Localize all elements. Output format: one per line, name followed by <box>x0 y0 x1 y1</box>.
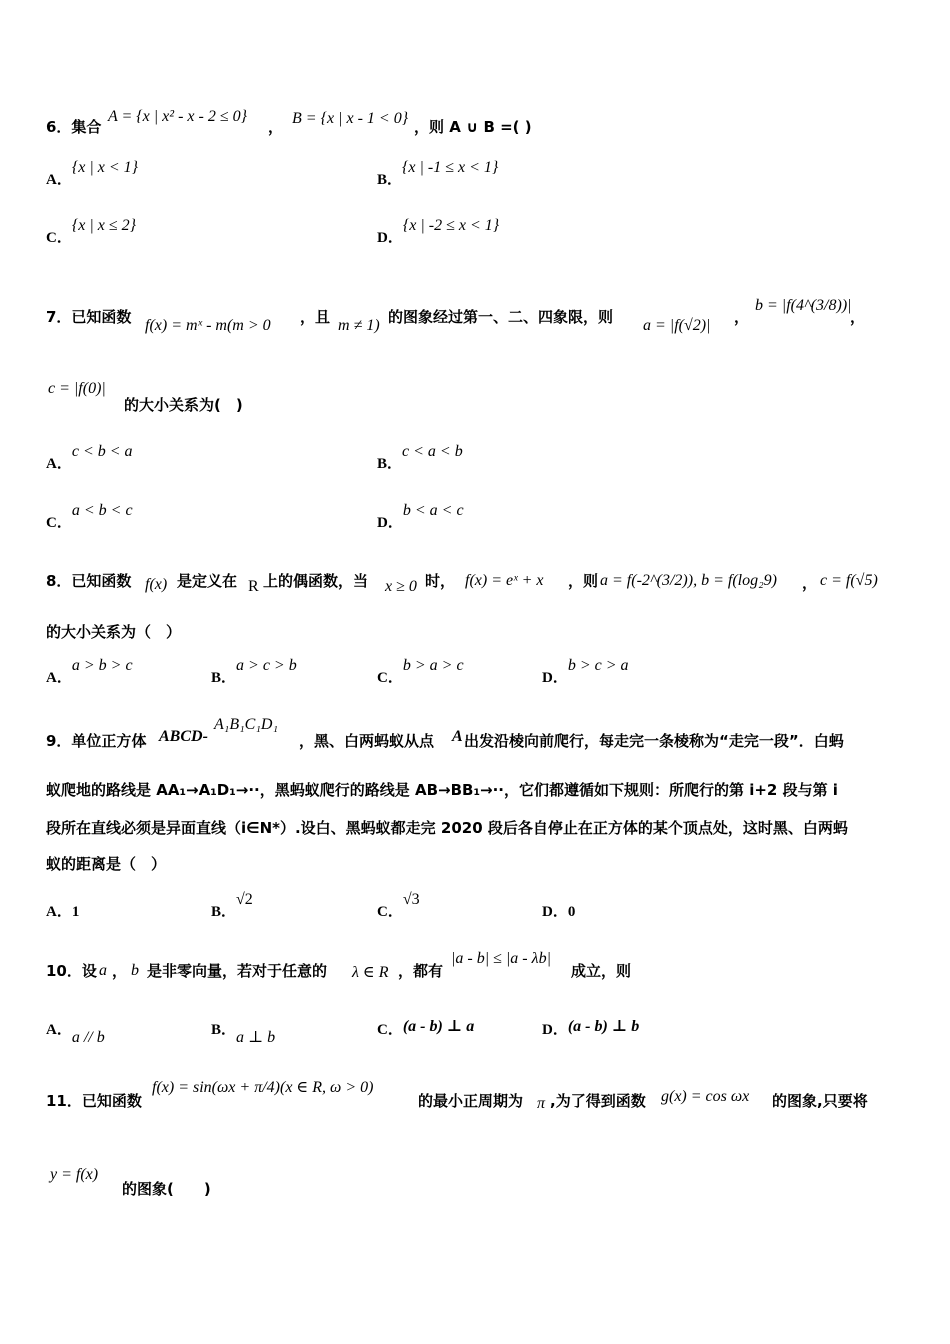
q6-tail: ，则 A ∪ B =( ) <box>414 118 532 136</box>
q8-ab: a = f(-2^(3/2)), b = f(log₂9) <box>600 572 777 589</box>
q8-cond: x ≥ 0 <box>385 578 417 595</box>
q11-pi: π <box>537 1095 546 1112</box>
q6-option-c[interactable]: C．{x | x ≤ 2} <box>46 217 137 246</box>
q10-option-a[interactable]: A．a // b <box>46 1022 105 1046</box>
q8-tail: 的大小关系为（ ） <box>46 623 182 641</box>
q10-option-c[interactable]: C．(a - b) ⊥ a <box>377 1018 475 1038</box>
q10-vec-a: a <box>99 962 107 979</box>
q8-t5: ， <box>802 574 818 592</box>
q10-ineq: |a - b| ≤ |a - λb| <box>451 950 551 967</box>
q7-number: 7．已知函数 <box>46 308 132 326</box>
q6-sep: ， <box>268 118 284 136</box>
q8-option-b[interactable]: B．a > c > b <box>211 657 297 686</box>
q9-option-c[interactable]: C．√3 <box>377 891 420 920</box>
q8-f: f(x) <box>145 576 168 593</box>
q6-number: 6．集合 <box>46 118 102 136</box>
q10-vec-b: b <box>131 962 139 979</box>
q9-cube: ABCD- <box>159 728 208 745</box>
q11-tail: 的图象( ) <box>122 1180 211 1198</box>
q9-cube2: A₁B₁C₁D₁ <box>214 716 279 733</box>
q7-option-d[interactable]: D．b < a < c <box>377 502 464 531</box>
q9-t2: 出发沿棱向前爬行，每走完一条棱称为“走完一段”．白蚂 <box>464 732 844 750</box>
q9-option-b[interactable]: B．√2 <box>211 891 253 920</box>
q11-t2: ,为了得到函数 <box>550 1092 646 1110</box>
q11-t1: 的最小正周期为 <box>418 1092 524 1110</box>
q11-number: 11．已知函数 <box>46 1092 142 1110</box>
q7-desc: 的图象经过第一、二、四象限，则 <box>388 308 614 326</box>
q7-c-def: c = |f(0)| <box>48 380 106 397</box>
q8-R: R <box>248 578 259 595</box>
q7-function: f(x) = mˣ - m(m > 0 <box>145 317 271 334</box>
q9-line4: 蚁的距离是（ ） <box>46 855 167 873</box>
q9-option-a[interactable]: A．1 <box>46 904 80 920</box>
q8-t2: 上的偶函数，当 <box>263 572 369 590</box>
q7-option-b[interactable]: B．c < a < b <box>377 443 463 472</box>
q7-tail: 的大小关系为( ) <box>124 396 243 414</box>
q8-option-a[interactable]: A．a > b > c <box>46 657 133 686</box>
q6-option-b[interactable]: B．{x | -1 ≤ x < 1} <box>377 159 499 188</box>
q8-c: c = f(√5) <box>820 572 878 589</box>
q11-y: y = f(x) <box>50 1166 99 1183</box>
q8-option-d[interactable]: D．b > c > a <box>542 657 629 686</box>
q8-number: 8．已知函数 <box>46 572 132 590</box>
q8-t3: 时， <box>425 572 456 590</box>
q7-condition: m ≠ 1) <box>338 317 380 334</box>
q10-t3: 成立，则 <box>571 962 632 980</box>
q7-option-a[interactable]: A．c < b < a <box>46 443 133 472</box>
q9-number: 9．单位正方体 <box>46 732 147 750</box>
q8-option-c[interactable]: C．b > a > c <box>377 657 464 686</box>
q9-option-d[interactable]: D．0 <box>542 904 576 920</box>
q7-comma2: ， <box>850 308 866 326</box>
q6-option-a[interactable]: A．{x | x < 1} <box>46 159 139 188</box>
q8-def: f(x) = eˣ + x <box>465 572 544 589</box>
q7-mid: ，且 <box>300 308 331 326</box>
q10-lambda: λ ∈ R <box>352 964 389 981</box>
q9-point-a: A <box>452 728 463 745</box>
q8-t1: 是定义在 <box>177 572 238 590</box>
q6-option-d[interactable]: D．{x | -2 ≤ x < 1} <box>377 217 500 246</box>
q11-t3: 的图象,只要将 <box>772 1092 868 1110</box>
q7-a-def: a = |f(√2)| <box>643 317 711 334</box>
q9-line3: 段所在直线必须是异面直线（i∈N*）.设白、黑蚂蚁都走完 2020 段后各自停止在正方体的某个顶点处，这时黑、白两蚂 <box>46 819 848 837</box>
q7-option-c[interactable]: C．a < b < c <box>46 502 133 531</box>
q6-set-a: A = {x | x² - x - 2 ≤ 0} <box>108 108 248 125</box>
q9-line2: 蚁爬地的路线是 AA₁→A₁D₁→··，黑蚂蚁爬行的路线是 AB→BB₁→··，它们都遵循如下规则：所爬行的第 i+2 段与第 i <box>46 781 838 799</box>
q11-function: f(x) = sin(ωx + π/4)(x ∈ R, ω > 0) <box>152 1079 374 1096</box>
q7-comma: ， <box>734 308 750 326</box>
q10-number: 10．设 <box>46 962 97 980</box>
q9-t1: ，黑、白两蚂蚁从点 <box>299 732 435 750</box>
q11-g: g(x) = cos ωx <box>661 1088 750 1105</box>
q6-set-b: B = {x | x - 1 < 0} <box>292 110 409 127</box>
q7-b-def: b = |f(4^(3/8))| <box>755 297 852 314</box>
q10-option-b[interactable]: B．a ⊥ b <box>211 1022 276 1046</box>
q10-t2: ，都有 <box>398 962 444 980</box>
q8-t4: ，则 <box>568 572 599 590</box>
q10-sep: ， <box>112 962 128 980</box>
q10-t1: 是非零向量，若对于任意的 <box>147 962 328 980</box>
q10-option-d[interactable]: D．(a - b) ⊥ b <box>542 1018 640 1038</box>
